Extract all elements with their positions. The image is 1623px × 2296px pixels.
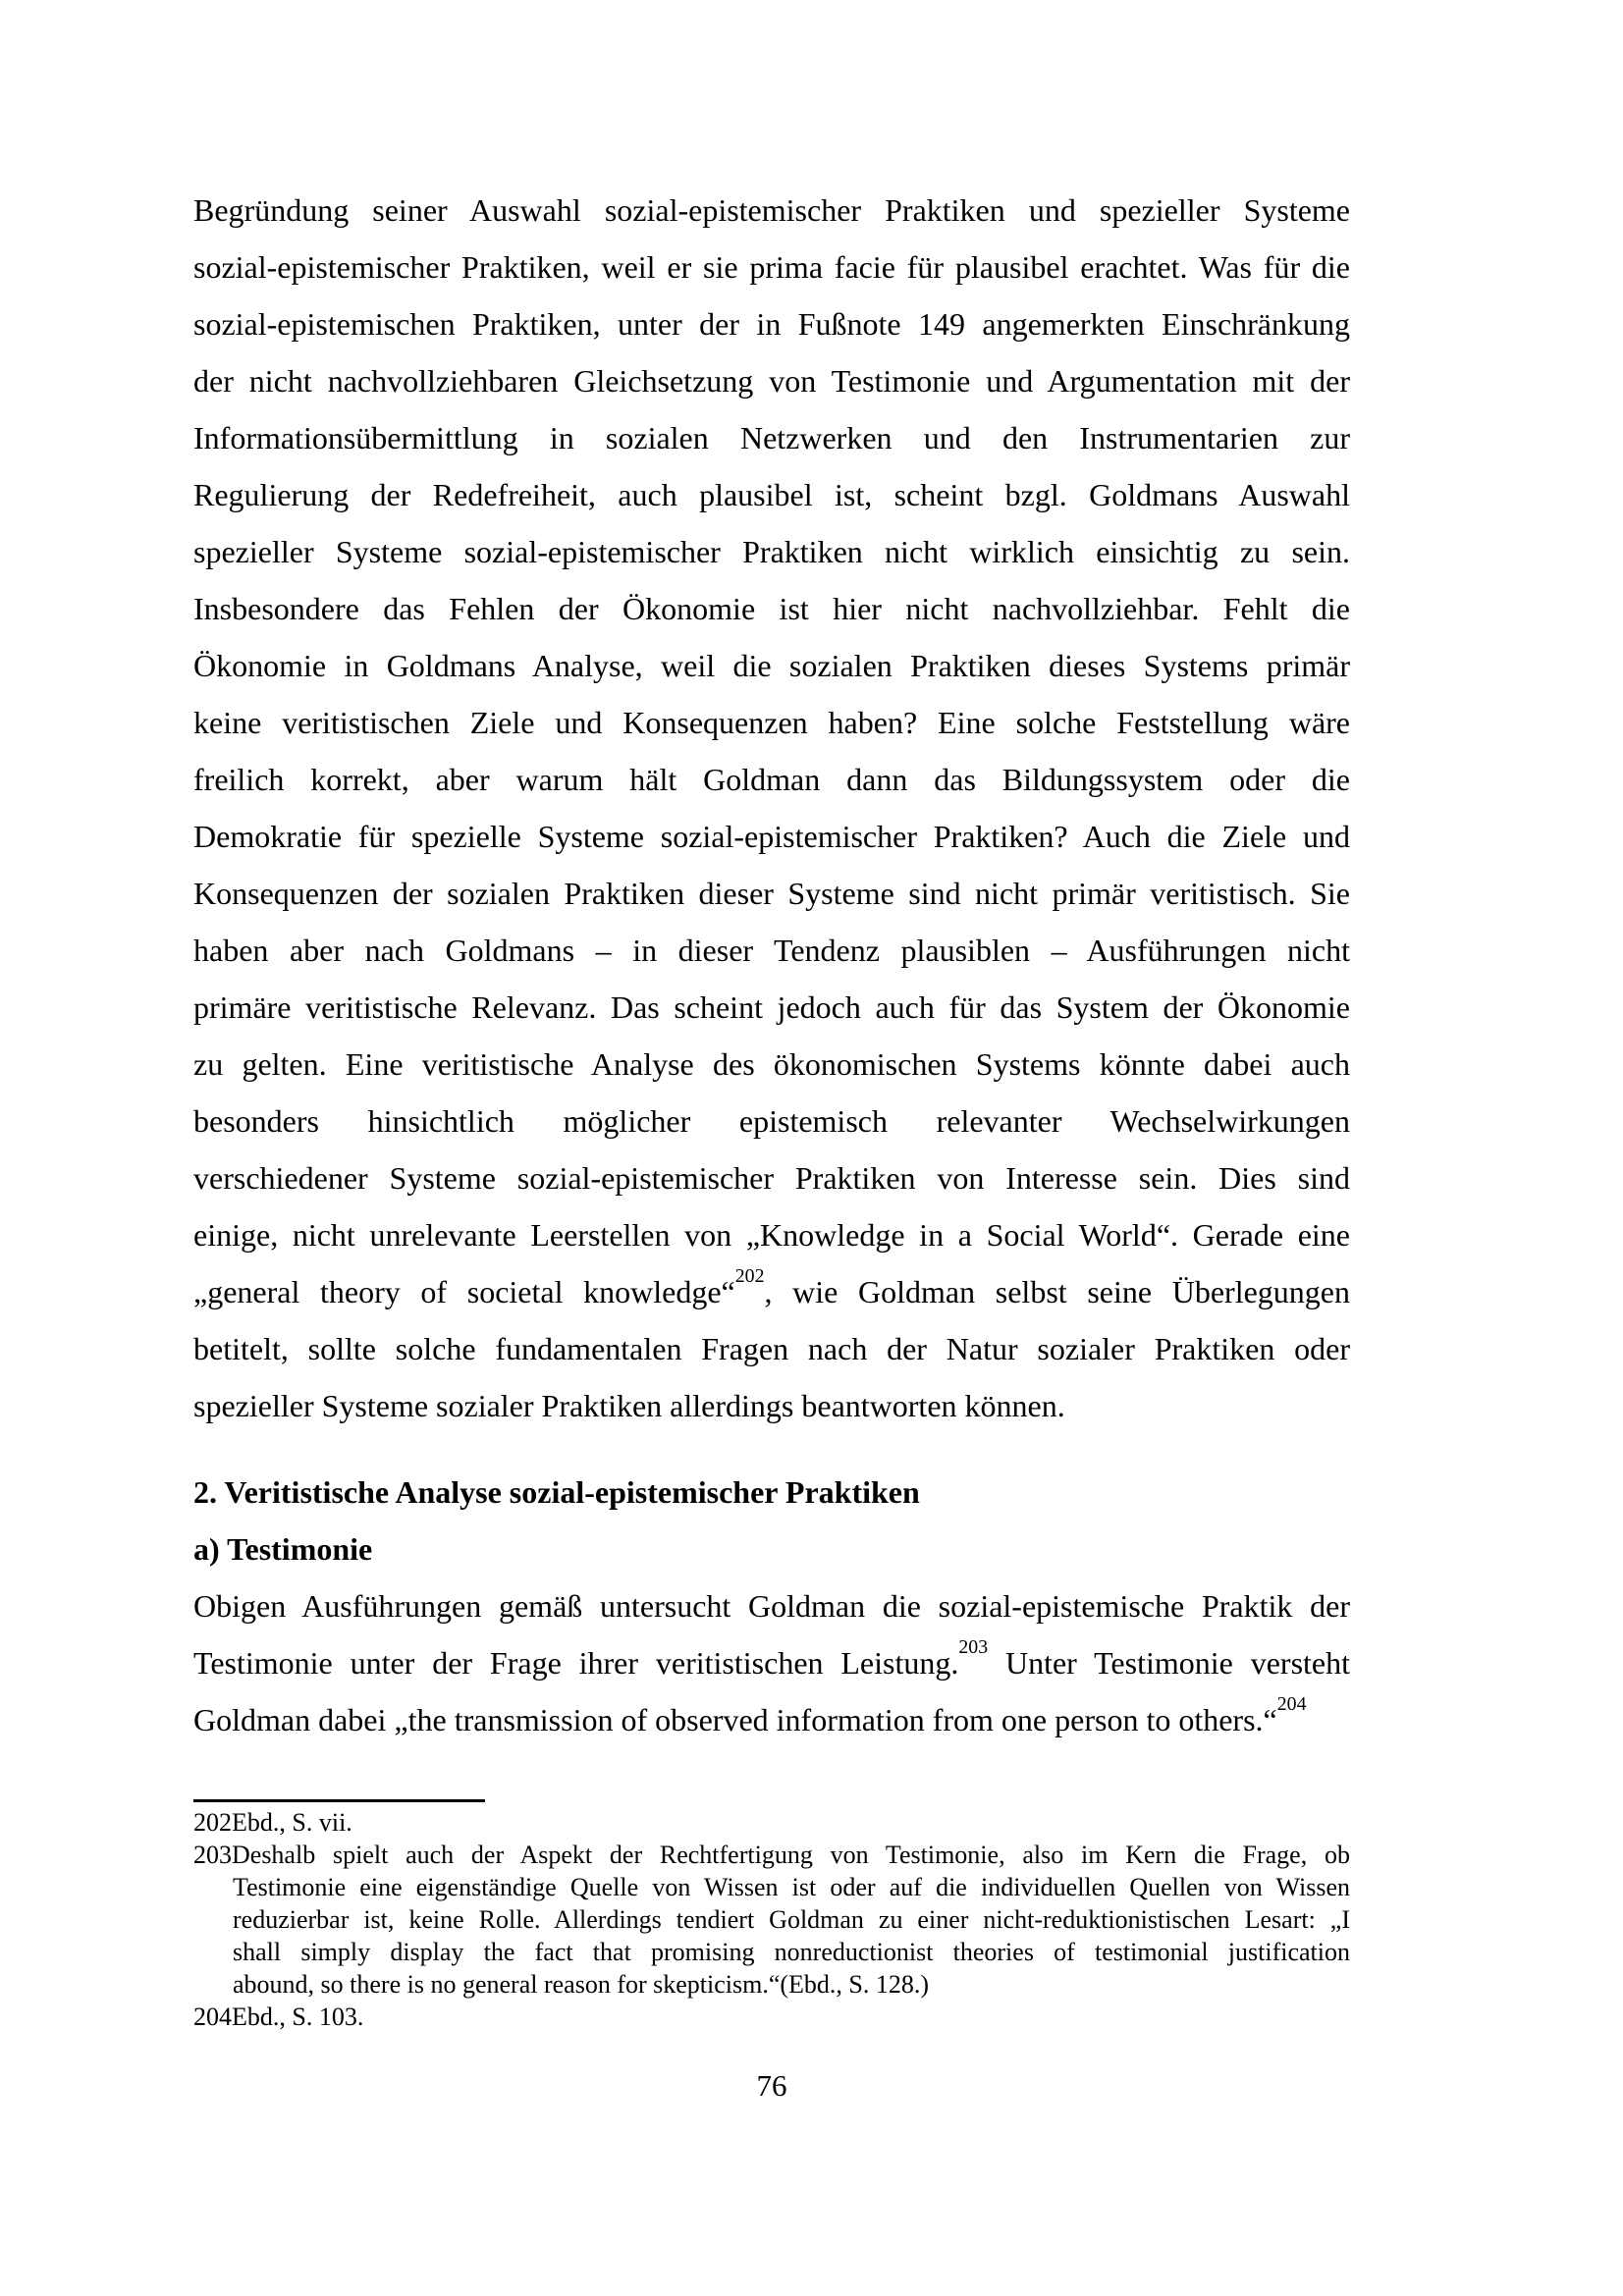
text-line: Konsequenzen der sozialen Praktiken dieser Systeme sind nicht primär veritistisch. Sie — [193, 876, 1350, 911]
text-line: haben aber nach Goldmans – in dieser Tendenz plausiblen – Ausführungen nicht — [193, 933, 1350, 968]
text-line: Goldman dabei „the transmission of observed information from one person to others.“$^{204}$ — [193, 1693, 1307, 1737]
text-line: „general theory of societal knowledge“$^{202}$, wie Goldman selbst seine Überlegungen — [193, 1265, 1350, 1309]
text-line: Insbesondere das Fehlen der Ökonomie ist hier nicht nachvollziehbar. Fehlt die — [193, 591, 1350, 626]
section-heading: 2. Veritistische Analyse sozial-epistemischer Praktiken — [193, 1474, 920, 1510]
text-line: Regulierung der Redefreiheit, auch plausibel ist, scheint bzgl. Goldmans Auswahl — [193, 477, 1350, 512]
footnote-ref-204: 204 — [1276, 1693, 1307, 1716]
text-line: Obigen Ausführungen gemäß untersucht Goldman die sozial-epistemische Praktik der — [193, 1588, 1350, 1624]
text-line: 203Deshalb spielt auch der Aspekt der Rechtfertigung von Testimonie, also im Kern die Frage, ob — [193, 1841, 1350, 1869]
text-line: abound, so there is no general reason for skepticism.“(Ebd., S. 128.) — [233, 1970, 930, 1999]
text-line: Begründung seiner Auswahl sozial-epistemischer Praktiken und spezieller Systeme — [193, 192, 1350, 228]
text-line: einige, nicht unrelevante Leerstellen von „Knowledge in a Social World“. Gerade eine — [193, 1217, 1350, 1253]
text-line: 204Ebd., S. 103. — [193, 2002, 364, 2031]
text-line: primäre veritistische Relevanz. Das scheint jedoch auch für das System der Ökonomie — [193, 989, 1350, 1025]
text-line: verschiedener Systeme sozial-epistemischer Praktiken von Interesse sein. Dies sind — [193, 1160, 1350, 1196]
text-line: keine veritistischen Ziele und Konsequenzen haben? Eine solche Feststellung wäre — [193, 705, 1350, 740]
text-line: betitelt, sollte solche fundamentalen Fragen nach der Natur sozialer Praktiken oder — [193, 1331, 1350, 1366]
page-number: 76 — [756, 2068, 787, 2103]
footnote-ref-203: 203 — [958, 1636, 989, 1659]
footnotes-block — [193, 1806, 1350, 2033]
footnote-item-204 — [193, 2001, 1350, 2033]
text-line: sozial-epistemischen Praktiken, unter der in Fußnote 149 angemerkten Einschränkung — [193, 306, 1350, 342]
footnote-separator-rule — [193, 1799, 485, 1802]
text-line: spezieller Systeme sozial-epistemischer Praktiken nicht wirklich einsichtig zu sein. — [193, 534, 1350, 569]
text-line: Demokratie für spezielle Systeme sozial-epistemischer Praktiken? Auch die Ziele und — [193, 819, 1350, 854]
text-line: freilich korrekt, aber warum hält Goldman dann das Bildungssystem oder die — [193, 762, 1350, 797]
subsection-heading: a) Testimonie — [193, 1531, 373, 1567]
footnote-item-202 — [193, 1806, 1350, 1839]
text-line: reduzierbar ist, keine Rolle. Allerdings tendiert Goldman zu einer nicht-reduktionistischen Lesart: „I — [233, 1905, 1350, 1934]
text-line: Testimonie unter der Frage ihrer veritistischen Leistung.$^{203}$ Unter Testimonie versteht — [193, 1636, 1350, 1681]
text-line: zu gelten. Eine veritistische Analyse des ökonomischen Systems könnte dabei auch — [193, 1046, 1350, 1082]
text-line: Informationsübermittlung in sozialen Netzwerken und den Instrumentarien zur — [193, 420, 1350, 455]
text-line: Testimonie eine eigenständige Quelle von Wissen ist oder auf die individuellen Quellen von Wissen — [233, 1873, 1350, 1901]
paragraph-2 — [193, 1577, 1350, 1748]
text-line: 202Ebd., S. vii. — [193, 1808, 352, 1837]
text-line: der nicht nachvollziehbaren Gleichsetzung von Testimonie und Argumentation mit der — [193, 363, 1350, 399]
text-line: besonders hinsichtlich möglicher epistemisch relevanter Wechselwirkungen — [193, 1103, 1350, 1139]
text-line: Ökonomie in Goldmans Analyse, weil die sozialen Praktiken dieses Systems primär — [193, 648, 1350, 683]
text-line: spezieller Systeme sozialer Praktiken allerdings beantworten können. — [193, 1388, 1065, 1423]
text-line: shall simply display the fact that promising nonreductionist theories of testimonial justification — [233, 1938, 1350, 1966]
footnote-item-203 — [193, 1839, 1350, 2001]
text-line: sozial-epistemischer Praktiken, weil er sie prima facie für plausibel erachtet. Was für die — [193, 249, 1350, 285]
footnote-ref-202: 202 — [734, 1265, 765, 1288]
paragraph-1 — [193, 182, 1350, 1434]
